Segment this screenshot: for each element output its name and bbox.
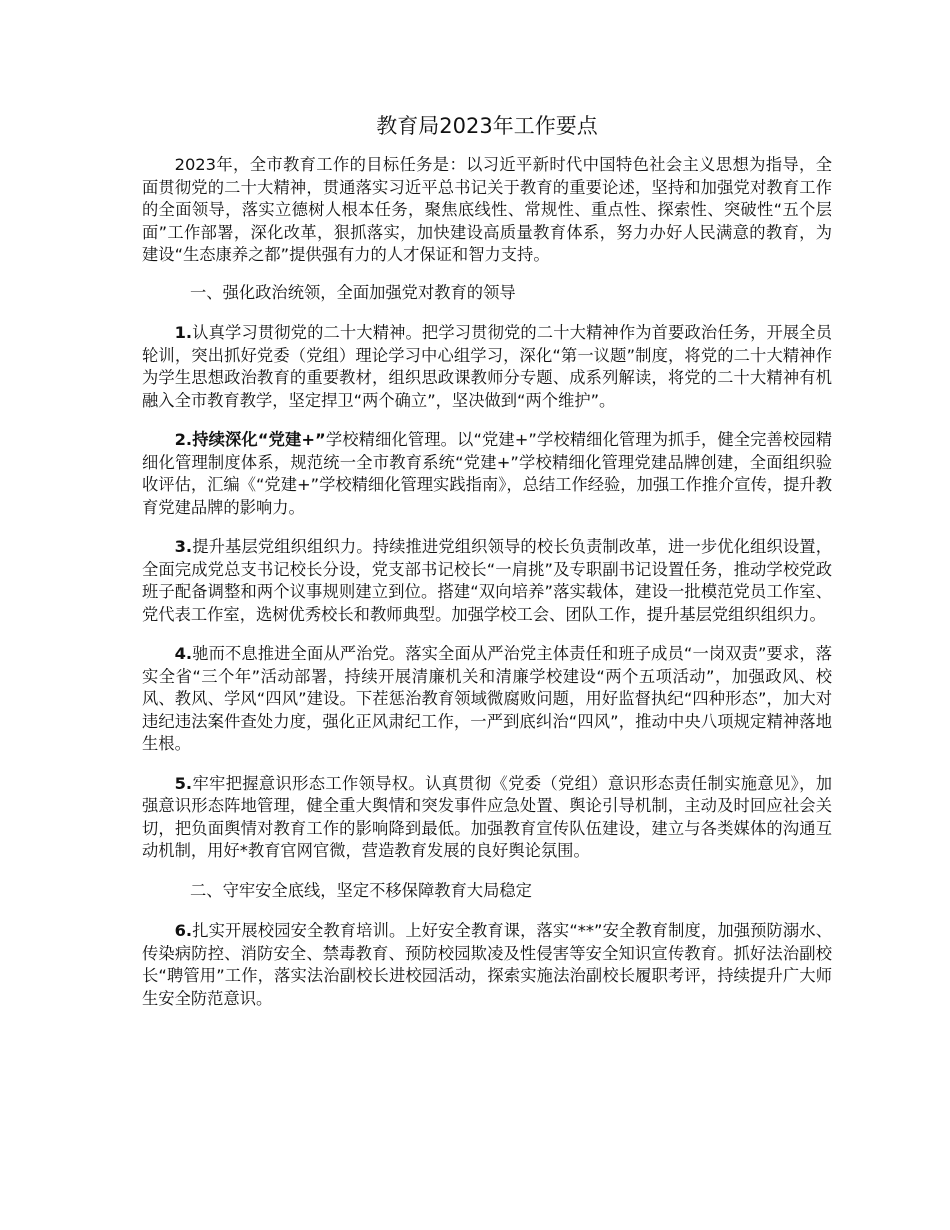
item-number: 4. bbox=[174, 644, 193, 663]
item-text: 学校精细化管理。以“党建+”学校精细化管理为抓手，健全完善校园精细化管理制度体系，规范统一全市教育系统“党建+”学校精细化管理党建品牌创建，全面组织验收评估，汇编《“党建+”学校精细化管理实践指南》，总结工作经验，加强工作推介宣传，提升教育党建品牌的影响力。 bbox=[142, 430, 833, 517]
item-text: 认真学习贯彻党的二十大精神。把学习贯彻党的二十大精神作为首要政治任务，开展全员轮训，突出抓好党委（党组）理论学习中心组学习，深化“第一议题”制度，将党的二十大精神作为学生思想政治教育的重要教材，组织思政课教师分专题、成系列解读，将党的二十大精神有机融入全市教育教学，坚定捍卫“两个确立”，坚决做到“两个维护”。 bbox=[142, 323, 832, 410]
intro-paragraph: 2023年，全市教育工作的目标任务是：以习近平新时代中国特色社会主义思想为指导，全面贯彻党的二十大精神，贯通落实习近平总书记关于教育的重要论述，坚持和加强党对教育工作的全面领导，落实立德树人根本任务，聚焦底线性、常规性、重点性、探索性、突破性“五个层面”工作部署，深化改革，狠抓落实，加快建设高质量教育体系，努力办好人民满意的教育，为建设“生态康养之都”提供强有力的人才保证和智力支持。 bbox=[142, 155, 832, 264]
item-number: 3. bbox=[174, 537, 193, 556]
item-5 bbox=[142, 773, 832, 863]
item-number: 2. bbox=[174, 430, 193, 449]
section-heading-1: 一、强化政治统领，全面加强党对教育的领导 bbox=[190, 282, 516, 302]
document-title: 教育局2023年工作要点 bbox=[376, 114, 598, 138]
item-6 bbox=[142, 920, 832, 1010]
document-page bbox=[142, 108, 832, 1027]
item-number: 1. bbox=[174, 323, 193, 342]
item-3 bbox=[142, 536, 832, 626]
item-text: 提升基层党组织组织力。持续推进党组织领导的校长负责制改革，进一步优化组织设置，全面完成党总支书记校长分设，党支部书记校长“一肩挑”及专职副书记设置任务，推动学校党政班子配备调整和两个议事规则建立到位。搭建“双向培养”落实载体，建设一批模范党员工作室、党代表工作室，选树优秀校长和教师典型。加强学校工会、团队工作，提升基层党组织组织力。 bbox=[142, 537, 832, 624]
section-heading-2: 二、守牢安全底线，坚定不移保障教育大局稳定 bbox=[190, 880, 532, 900]
item-2 bbox=[142, 429, 832, 519]
item-text: 牢牢把握意识形态工作领导权。认真贯彻《党委（党组）意识形态责任制实施意见》，加强意识形态阵地管理，健全重大舆情和突发事件应急处置、舆论引导机制，主动及时回应社会关切，把负面舆情对教育工作的影响降到最低。加强教育宣传队伍建设，建立与各类媒体的沟通互动机制，用好*教育官网官微，营造教育发展的良好舆论氛围。 bbox=[142, 773, 832, 860]
item-1 bbox=[142, 322, 832, 412]
item-text: 驰而不息推进全面从严治党。落实全面从严治党主体责任和班子成员“一岗双责”要求，落实全省“三个年”活动部署，持续开展清廉机关和清廉学校建设“两个五项活动”，加强政风、校风、教风、学风“四风”建设。下茬惩治教育领域微腐败问题，用好监督执纪“四种形态”，加大对违纪违法案件查处力度，强化正风肃纪工作，一严到底纠治“四风”，推动中央八项规定精神落地生根。 bbox=[142, 644, 832, 753]
item-bold-text: 持续深化“党建+” bbox=[192, 430, 326, 449]
item-text: 扎实开展校园安全教育培训。上好安全教育课，落实“**”安全教育制度，加强预防溺水、传染病防控、消防安全、禁毒教育、预防校园欺凌及性侵害等安全知识宣传教育。抓好法治副校长“聘管用”工作，落实法治副校长进校园活动，探索实施法治副校长履职考评，持续提升广大师生安全防范意识。 bbox=[142, 921, 832, 1008]
item-number: 5. bbox=[174, 773, 193, 793]
item-number: 6. bbox=[174, 921, 193, 940]
item-4 bbox=[142, 643, 832, 756]
